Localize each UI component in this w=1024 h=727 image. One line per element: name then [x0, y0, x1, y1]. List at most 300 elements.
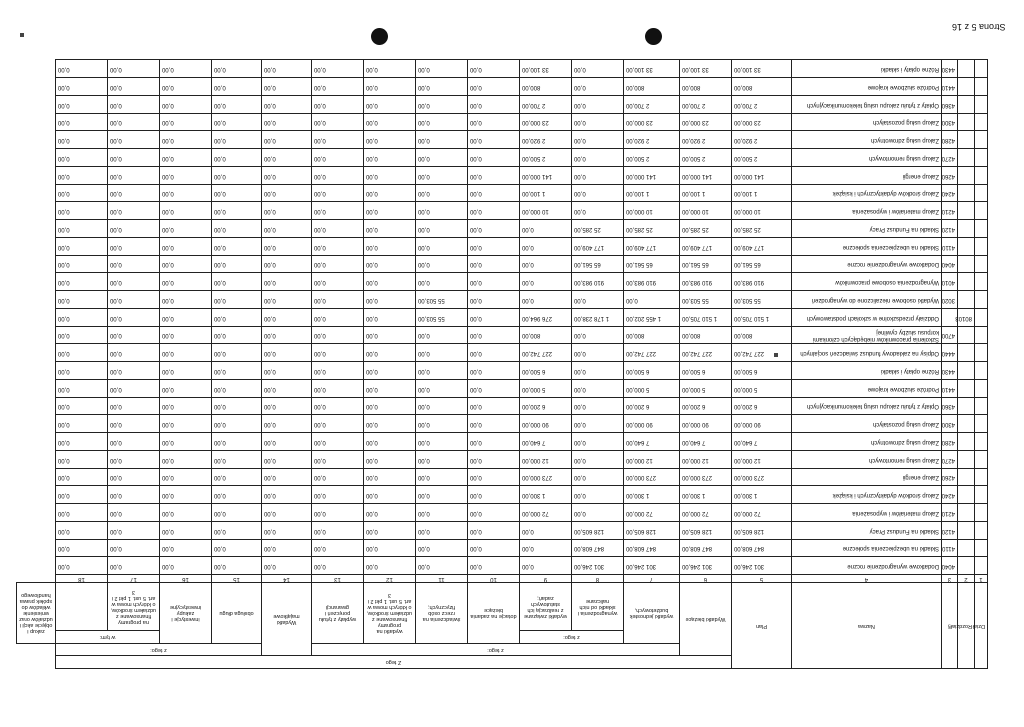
value-cell: 301 246,00 — [624, 557, 680, 575]
rozdzial-cell — [958, 362, 975, 380]
value-cell: 0,00 — [572, 504, 624, 522]
value-cell: 0,00 — [108, 450, 160, 468]
column-number: 8 — [572, 575, 624, 583]
value-cell: 0,00 — [160, 166, 212, 184]
column-number: 18 — [55, 575, 107, 583]
value-cell: 0,00 — [108, 397, 160, 415]
header-obsluga-dlugu: obsługa długu — [212, 583, 262, 644]
paragraf-cell: 4210 — [942, 202, 958, 220]
name-cell: Wydatki osobowe niezaliczone do wynagrodzeń — [792, 291, 942, 309]
dzial-cell — [975, 78, 988, 96]
rozdzial-cell — [958, 468, 975, 486]
value-cell: 0,00 — [55, 273, 107, 291]
value-cell: 800,00 — [624, 326, 680, 344]
value-cell: 0,00 — [262, 450, 312, 468]
value-cell: 0,00 — [364, 220, 416, 238]
value-cell: 0,00 — [108, 220, 160, 238]
value-cell: 0,00 — [108, 433, 160, 451]
value-cell: 273 000,00 — [520, 468, 572, 486]
value-cell: 2 700,00 — [520, 95, 572, 113]
dzial-cell — [975, 113, 988, 131]
rozdzial-cell — [958, 433, 975, 451]
rozdzial-cell — [958, 557, 975, 575]
value-cell: 55 503,00 — [680, 291, 732, 309]
value-cell: 0,00 — [572, 113, 624, 131]
value-cell: 0,00 — [364, 166, 416, 184]
value-cell: 0,00 — [416, 379, 468, 397]
value-cell: 0,00 — [55, 237, 107, 255]
dzial-cell — [975, 379, 988, 397]
value-cell: 141 000,00 — [680, 166, 732, 184]
value-cell: 90 000,00 — [520, 415, 572, 433]
value-cell: 0,00 — [416, 255, 468, 273]
value-cell: 0,00 — [212, 237, 262, 255]
value-cell: 0,00 — [262, 95, 312, 113]
value-cell: 0,00 — [55, 397, 107, 415]
value-cell: 0,00 — [108, 255, 160, 273]
value-cell: 0,00 — [160, 149, 212, 167]
value-cell: 128 605,00 — [732, 521, 792, 539]
value-cell: 0,00 — [364, 344, 416, 362]
value-cell: 0,00 — [468, 326, 520, 344]
value-cell: 910 983,00 — [680, 273, 732, 291]
dzial-cell — [975, 184, 988, 202]
column-number: 15 — [212, 575, 262, 583]
value-cell: 2 700,00 — [680, 95, 732, 113]
value-cell: 0,00 — [55, 468, 107, 486]
value-cell: 0,00 — [212, 521, 262, 539]
value-cell: 90 000,00 — [624, 415, 680, 433]
dzial-cell — [975, 308, 988, 326]
value-cell: 0,00 — [364, 362, 416, 380]
value-cell: 0,00 — [468, 95, 520, 113]
table-row — [17, 362, 988, 380]
value-cell: 1 510 705,00 — [680, 308, 732, 326]
table-row — [17, 184, 988, 202]
value-cell: 0,00 — [262, 397, 312, 415]
value-cell: 0,00 — [416, 450, 468, 468]
value-cell: 0,00 — [364, 95, 416, 113]
value-cell: 0,00 — [108, 539, 160, 557]
value-cell: 141 000,00 — [520, 166, 572, 184]
value-cell: 0,00 — [160, 557, 212, 575]
table-row — [17, 433, 988, 451]
value-cell: 0,00 — [312, 113, 364, 131]
value-cell: 0,00 — [160, 255, 212, 273]
table-row — [17, 450, 988, 468]
value-cell: 227 742,00 — [732, 344, 792, 362]
value-cell: 0,00 — [572, 326, 624, 344]
value-cell: 0,00 — [468, 433, 520, 451]
value-cell: 0,00 — [212, 362, 262, 380]
value-cell: 33 100,00 — [732, 60, 792, 78]
value-cell: 0,00 — [312, 450, 364, 468]
name-cell: Zakup usług pozostałych — [792, 113, 942, 131]
value-cell: 0,00 — [312, 504, 364, 522]
rozdzial-cell — [958, 166, 975, 184]
value-cell: 2 920,00 — [680, 131, 732, 149]
value-cell: 0,00 — [212, 397, 262, 415]
header-swiadczenia: świadczenia na rzecz osób fizycznych; — [416, 583, 468, 644]
value-cell: 0,00 — [160, 397, 212, 415]
value-cell: 0,00 — [160, 308, 212, 326]
value-cell: 0,00 — [212, 504, 262, 522]
rozdzial-cell — [958, 255, 975, 273]
name-cell: Zakup energii — [792, 166, 942, 184]
value-cell: 0,00 — [160, 504, 212, 522]
name-cell: Składki na Fundusz Pracy — [792, 220, 942, 238]
value-cell: 0,00 — [364, 397, 416, 415]
value-cell: 25 285,00 — [680, 220, 732, 238]
value-cell: 0,00 — [262, 220, 312, 238]
value-cell: 6 200,00 — [680, 397, 732, 415]
dzial-cell — [975, 131, 988, 149]
value-cell: 55 503,00 — [732, 291, 792, 309]
value-cell: 0,00 — [212, 113, 262, 131]
value-cell: 0,00 — [364, 291, 416, 309]
dzial-cell — [975, 344, 988, 362]
value-cell: 7 640,00 — [680, 433, 732, 451]
value-cell: 0,00 — [416, 273, 468, 291]
value-cell: 0,00 — [364, 131, 416, 149]
value-cell: 0,00 — [160, 220, 212, 238]
value-cell: 10 000,00 — [732, 202, 792, 220]
dzial-cell — [975, 433, 988, 451]
value-cell: 227 742,00 — [680, 344, 732, 362]
value-cell: 0,00 — [572, 166, 624, 184]
value-cell: 0,00 — [416, 397, 468, 415]
paragraf-cell: 4260 — [942, 468, 958, 486]
value-cell: 0,00 — [212, 202, 262, 220]
value-cell: 0,00 — [364, 308, 416, 326]
value-cell: 65 561,00 — [572, 255, 624, 273]
value-cell: 227 742,00 — [520, 344, 572, 362]
value-cell: 0,00 — [312, 255, 364, 273]
value-cell: 0,00 — [364, 202, 416, 220]
value-cell: 0,00 — [108, 202, 160, 220]
value-cell: 0,00 — [312, 557, 364, 575]
value-cell: 0,00 — [416, 539, 468, 557]
value-cell: 0,00 — [572, 60, 624, 78]
value-cell: 1 178 238,00 — [572, 308, 624, 326]
value-cell: 301 246,00 — [680, 557, 732, 575]
value-cell: 0,00 — [572, 397, 624, 415]
name-cell: Zakup usług remontowych — [792, 149, 942, 167]
value-cell: 0,00 — [55, 504, 107, 522]
header-z-tego-biezace: z tego: — [312, 643, 680, 656]
value-cell: 1 300,00 — [624, 486, 680, 504]
rozdzial-cell — [958, 149, 975, 167]
value-cell: 301 246,00 — [572, 557, 624, 575]
value-cell: 273 000,00 — [732, 468, 792, 486]
table-row — [17, 397, 988, 415]
value-cell: 25 285,00 — [572, 220, 624, 238]
value-cell: 0,00 — [416, 60, 468, 78]
value-cell: 0,00 — [212, 450, 262, 468]
value-cell: 177 409,00 — [732, 237, 792, 255]
value-cell: 0,00 — [108, 362, 160, 380]
dzial-cell — [975, 362, 988, 380]
dzial-cell — [975, 166, 988, 184]
value-cell: 0,00 — [160, 362, 212, 380]
value-cell: 0,00 — [262, 415, 312, 433]
dzial-cell — [975, 539, 988, 557]
paragraf-cell: 4240 — [942, 486, 958, 504]
header-wydatki-majatkowe: Wydatki majątkowe — [262, 583, 312, 656]
value-cell: 0,00 — [312, 539, 364, 557]
dzial-cell — [975, 415, 988, 433]
paragraf-cell: 4270 — [942, 149, 958, 167]
value-cell: 0,00 — [312, 131, 364, 149]
header-nazwa: Nazwa — [792, 583, 942, 669]
value-cell: 0,00 — [160, 237, 212, 255]
value-cell: 177 409,00 — [572, 237, 624, 255]
value-cell: 10 000,00 — [680, 202, 732, 220]
value-cell: 0,00 — [108, 273, 160, 291]
value-cell: 0,00 — [55, 78, 107, 96]
table-row — [17, 149, 988, 167]
dzial-cell — [975, 504, 988, 522]
value-cell: 0,00 — [160, 433, 212, 451]
value-cell: 23 000,00 — [732, 113, 792, 131]
value-cell: 6 500,00 — [624, 362, 680, 380]
value-cell: 0,00 — [520, 539, 572, 557]
value-cell: 33 100,00 — [624, 60, 680, 78]
value-cell: 0,00 — [312, 78, 364, 96]
table-row — [17, 521, 988, 539]
name-cell: Dodatkowe wynagrodzenie roczne — [792, 557, 942, 575]
punch-hole-left — [645, 28, 662, 45]
value-cell: 0,00 — [312, 149, 364, 167]
table-row — [17, 415, 988, 433]
value-cell: 6 200,00 — [520, 397, 572, 415]
column-number: 3 — [942, 575, 958, 583]
value-cell: 12 000,00 — [732, 450, 792, 468]
value-cell: 0,00 — [468, 60, 520, 78]
value-cell: 0,00 — [108, 468, 160, 486]
value-cell: 0,00 — [468, 557, 520, 575]
rozdzial-cell — [958, 131, 975, 149]
rozdzial-cell — [958, 95, 975, 113]
header-wynagrodzenia: wynagrodzenia i składki od nich naliczane — [572, 583, 624, 631]
value-cell: 0,00 — [108, 131, 160, 149]
value-cell: 0,00 — [262, 344, 312, 362]
value-cell: 0,00 — [416, 166, 468, 184]
value-cell: 23 000,00 — [520, 113, 572, 131]
name-cell: Składki na ubezpieczenia społeczne — [792, 237, 942, 255]
value-cell: 0,00 — [520, 557, 572, 575]
value-cell: 0,00 — [212, 78, 262, 96]
value-cell: 5 000,00 — [520, 379, 572, 397]
value-cell: 141 000,00 — [624, 166, 680, 184]
value-cell: 0,00 — [55, 326, 107, 344]
value-cell: 0,00 — [160, 415, 212, 433]
value-cell: 23 000,00 — [624, 113, 680, 131]
value-cell: 6 500,00 — [520, 362, 572, 380]
value-cell: 25 285,00 — [732, 220, 792, 238]
header-wydatki-statutowe: wydatki związane z realizacją ich statutowych zadań; — [520, 583, 572, 631]
paragraf-cell: 4410 — [942, 78, 958, 96]
table-row — [17, 344, 988, 362]
value-cell: 0,00 — [468, 521, 520, 539]
value-cell: 1 455 202,00 — [624, 308, 680, 326]
value-cell: 0,00 — [468, 149, 520, 167]
value-cell: 0,00 — [468, 397, 520, 415]
value-cell: 847 608,00 — [732, 539, 792, 557]
value-cell: 0,00 — [468, 220, 520, 238]
value-cell: 0,00 — [572, 131, 624, 149]
column-number: 1 — [975, 575, 988, 583]
value-cell: 0,00 — [416, 504, 468, 522]
value-cell: 800,00 — [680, 78, 732, 96]
value-cell: 0,00 — [364, 255, 416, 273]
paragraf-cell: 4240 — [942, 184, 958, 202]
value-cell: 0,00 — [364, 557, 416, 575]
value-cell: 0,00 — [468, 450, 520, 468]
value-cell: 7 640,00 — [520, 433, 572, 451]
value-cell: 0,00 — [572, 291, 624, 309]
value-cell: 0,00 — [312, 468, 364, 486]
name-cell: Zakup materiałów i wyposażenia — [792, 504, 942, 522]
value-cell: 0,00 — [108, 149, 160, 167]
table-row — [17, 113, 988, 131]
value-cell: 0,00 — [160, 113, 212, 131]
value-cell: 0,00 — [160, 60, 212, 78]
value-cell: 0,00 — [416, 131, 468, 149]
value-cell: 0,00 — [624, 291, 680, 309]
paragraf-cell: 4700 — [942, 326, 958, 344]
value-cell: 0,00 — [312, 220, 364, 238]
value-cell: 0,00 — [572, 202, 624, 220]
value-cell: 2 500,00 — [732, 149, 792, 167]
value-cell: 273 000,00 — [680, 468, 732, 486]
budget-table — [16, 59, 988, 669]
paragraf-cell: 4280 — [942, 131, 958, 149]
punch-hole-right — [371, 28, 388, 45]
value-cell: 72 000,00 — [680, 504, 732, 522]
value-cell: 65 561,00 — [624, 255, 680, 273]
value-cell: 0,00 — [416, 362, 468, 380]
value-cell: 0,00 — [55, 255, 107, 273]
paragraf-cell: 4270 — [942, 450, 958, 468]
value-cell: 1 300,00 — [732, 486, 792, 504]
dzial-cell — [975, 486, 988, 504]
value-cell: 0,00 — [55, 60, 107, 78]
header-wydatki-biezace: Wydatki bieżące — [680, 583, 732, 656]
value-cell: 0,00 — [108, 113, 160, 131]
value-cell: 23 000,00 — [680, 113, 732, 131]
dzial-cell — [975, 468, 988, 486]
table-row — [17, 486, 988, 504]
value-cell: 12 000,00 — [520, 450, 572, 468]
value-cell: 800,00 — [732, 326, 792, 344]
value-cell: 0,00 — [262, 557, 312, 575]
value-cell: 0,00 — [312, 379, 364, 397]
value-cell: 0,00 — [212, 539, 262, 557]
value-cell: 0,00 — [312, 184, 364, 202]
value-cell: 0,00 — [572, 450, 624, 468]
value-cell: 0,00 — [262, 308, 312, 326]
value-cell: 2 500,00 — [680, 149, 732, 167]
value-cell: 0,00 — [212, 255, 262, 273]
value-cell: 0,00 — [312, 397, 364, 415]
rozdzial-cell — [958, 397, 975, 415]
value-cell: 0,00 — [468, 344, 520, 362]
value-cell: 0,00 — [108, 184, 160, 202]
header-w-tym: w tym: — [55, 631, 159, 644]
value-cell: 0,00 — [212, 166, 262, 184]
value-cell: 177 409,00 — [624, 237, 680, 255]
value-cell: 0,00 — [572, 362, 624, 380]
value-cell: 800,00 — [520, 326, 572, 344]
value-cell: 33 100,00 — [520, 60, 572, 78]
value-cell: 0,00 — [55, 220, 107, 238]
value-cell: 0,00 — [364, 113, 416, 131]
rozdzial-cell — [958, 237, 975, 255]
table-row — [17, 202, 988, 220]
header-inwestycje: inwestycje i zakupy inwestycyjne — [160, 583, 212, 644]
value-cell: 0,00 — [108, 504, 160, 522]
value-cell: 0,00 — [262, 273, 312, 291]
value-cell: 0,00 — [572, 379, 624, 397]
paragraf-cell: 4440 — [942, 344, 958, 362]
value-cell: 847 608,00 — [680, 539, 732, 557]
header-programy: wydatki na programy finansowane z udziałem środków, o których mowa w art. 5 ust. 1 pkt 2 i 3 — [364, 583, 416, 644]
value-cell: 0,00 — [312, 166, 364, 184]
rozdzial-cell: 80103 — [958, 308, 975, 326]
value-cell: 0,00 — [572, 433, 624, 451]
name-cell: Zakup usług remontowych — [792, 450, 942, 468]
table-row — [17, 308, 988, 326]
value-cell: 0,00 — [262, 504, 312, 522]
value-cell: 5 000,00 — [680, 379, 732, 397]
value-cell: 0,00 — [468, 131, 520, 149]
table-row — [17, 379, 988, 397]
rozdzial-cell — [958, 273, 975, 291]
value-cell: 0,00 — [108, 521, 160, 539]
name-cell: Zakup energii — [792, 468, 942, 486]
table-row — [17, 78, 988, 96]
value-cell: 0,00 — [55, 486, 107, 504]
value-cell: 6 500,00 — [680, 362, 732, 380]
value-cell: 0,00 — [262, 521, 312, 539]
value-cell: 0,00 — [468, 362, 520, 380]
value-cell: 0,00 — [262, 291, 312, 309]
value-cell: 128 605,00 — [680, 521, 732, 539]
value-cell: 2 500,00 — [624, 149, 680, 167]
dzial-cell — [975, 291, 988, 309]
header-empty — [55, 583, 107, 631]
value-cell: 0,00 — [468, 113, 520, 131]
dzial-cell — [975, 60, 988, 78]
dzial-cell — [975, 255, 988, 273]
value-cell: 0,00 — [212, 433, 262, 451]
header-z-tego-jednostki: z tego: — [520, 631, 624, 644]
value-cell: 0,00 — [212, 149, 262, 167]
value-cell: 128 605,00 — [572, 521, 624, 539]
value-cell: 2 700,00 — [732, 95, 792, 113]
value-cell: 0,00 — [160, 344, 212, 362]
value-cell: 0,00 — [468, 202, 520, 220]
value-cell: 0,00 — [212, 557, 262, 575]
value-cell: 0,00 — [212, 486, 262, 504]
column-number: 5 — [732, 575, 792, 583]
column-number: 10 — [468, 575, 520, 583]
header-z-tego-majatkowe: z tego: — [55, 643, 261, 656]
paragraf-cell: 4010 — [942, 273, 958, 291]
value-cell: 2 920,00 — [624, 131, 680, 149]
dzial-cell — [975, 450, 988, 468]
